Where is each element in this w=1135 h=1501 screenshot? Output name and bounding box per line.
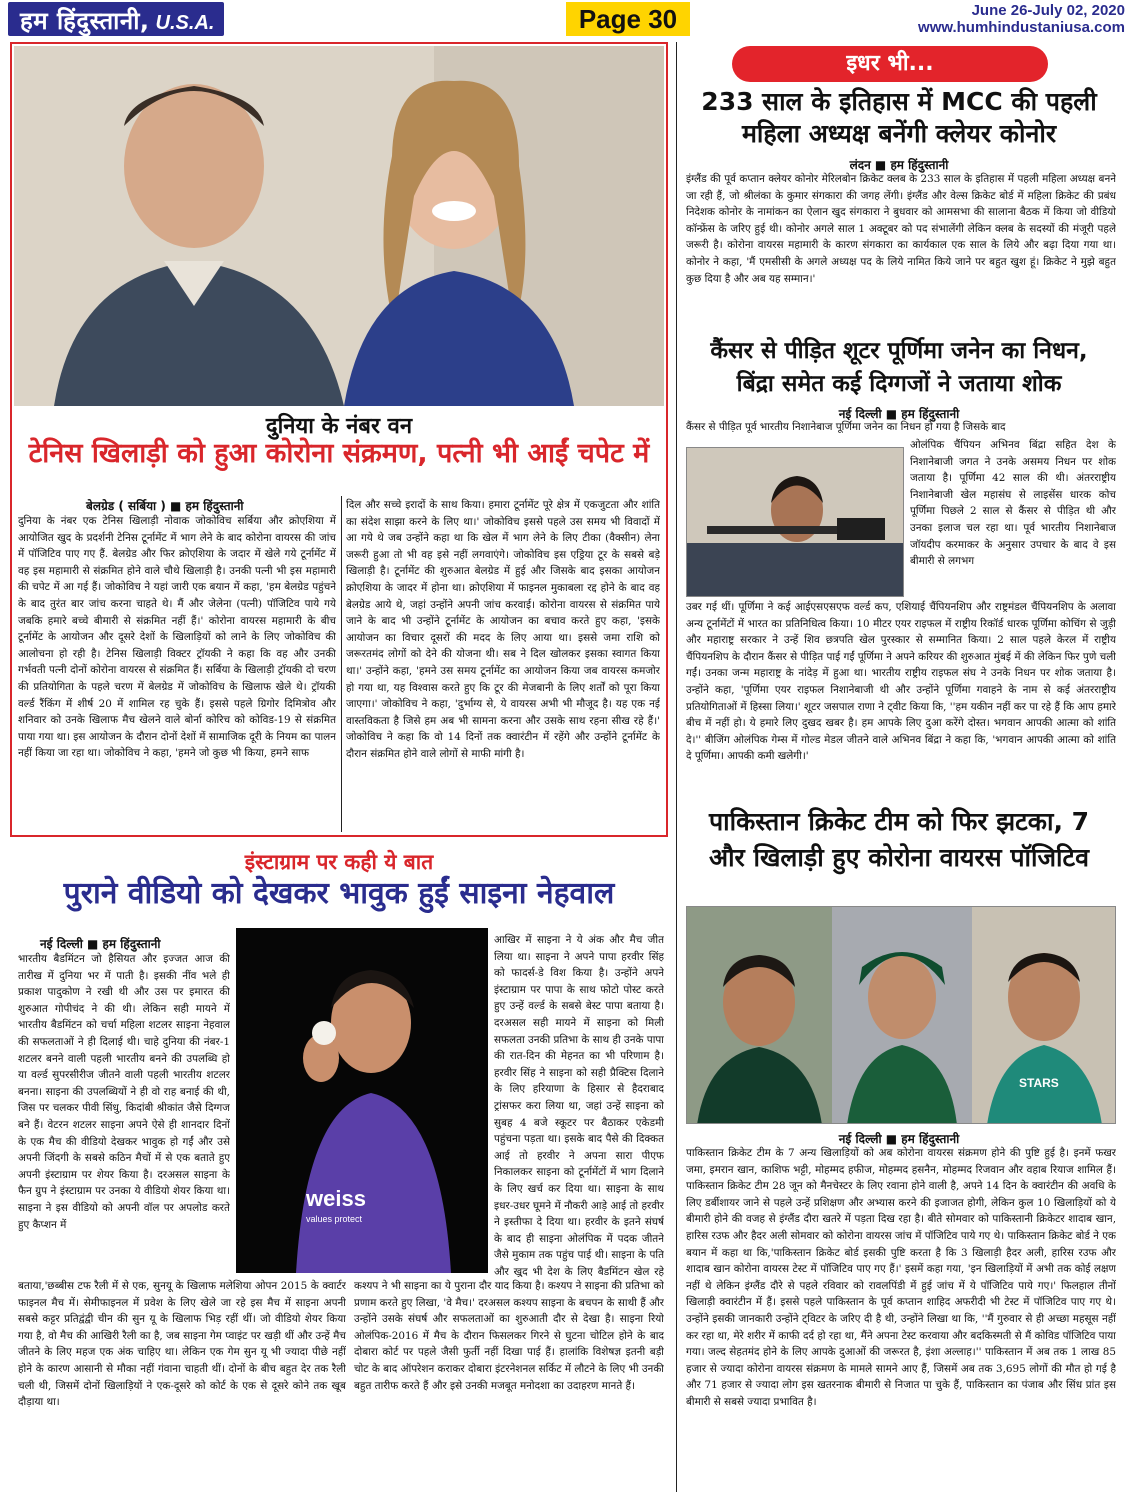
mcc-byline: लंदन ■ हम हिंदुस्तानी bbox=[849, 158, 949, 172]
tennis-body-col1: दुनिया के नंबर एक टेनिस खिलाड़ी नोवाक जोकोविच सर्बिया और क्रोएशिया में आयोजित खुद के प्रदर्शनी टेनिस टूर्नामेंट में भाग लेने के बाद कोरोना वायरस की जांच में पॉजिटिव पाए गए हैं. बेलग्रेड और फिर क्रोएशिया के जदार में खेले गये टूर्नामेंट में वह इस महामारी से संक्रमित होने वाले चौथे खिलाड़ी है। उनकी पत्नी भी इस महामारी की चपेट में आ गई हैं। जोकोविच ने यहां जारी एक बयान में कहा, 'हम बेलग्रेड पहुंचने के बाद तुरंत बार जांच करना चाहते थे। मैं और जेलेना (पत्नी) पॉजिटिव पाये गये जबकि हमारे बच्चे बीमारी से संक्रमित नहीं हैं।' कोरोना वायरस महामारी के बीच टूर्नामेंट के आयोजन और दूसरे देशों के खिलाड़ियों को लाने के लिए जोकोविच की आलोचना हो रही है। टेनिस खिलाड़ी विक्टर ट्रॉयकी ने कहा कि वह और उनकी गर्भवती पत्नी दोनों कोरोना वायरस से संक्रमित हैं। सर्बिया के खिलाड़ी ट्रॉयकी दो चरण की प्रतियोगिता के पहले चरण में बेलग्रेड में जोकोविच के खिलाफ खेले थे। ट्रॉयकी वर्ल्ड रैंकिंग में शीर्ष 20 में शामिल रह चुके हैं। इससे पहले ग्रिगोर दिमित्रोव और शनिवार को उनके खिलाफ मैच खेलने वाले बोर्ना कोरिच को कोविड-19 से संक्रमित पाया गया था। इस आयोजन के दौरान दोनों देशों में सामाजिक दूरी के नियम का पालन नहीं किया जा रहा था। जोकोविच ने कहा, 'हमने जो कुछ भी किया, हमने साफ bbox=[18, 515, 336, 760]
masthead bbox=[0, 0, 1135, 38]
website-link[interactable]: www.humhindustaniusa.com bbox=[918, 19, 1125, 36]
sponsor-logo-text: weiss bbox=[306, 1186, 366, 1211]
shooter-byline: नई दिल्ली ■ हम हिंदुस्तानी bbox=[838, 407, 960, 421]
masthead-brand-box bbox=[8, 2, 224, 36]
djokovic-couple-photo bbox=[14, 46, 664, 406]
masthead-date-block bbox=[918, 2, 1125, 36]
shooter-headline-line1: कैंसर से पीड़ित शूटर पूर्णिमा जनेन का निधन, bbox=[710, 338, 1088, 364]
jersey-text: STARS bbox=[1019, 1076, 1059, 1090]
pak-headline-line2: और खिलाड़ी हुए कोरोना वायरस पॉजिटिव bbox=[708, 843, 1090, 872]
saina-body-col1: भारतीय बैडमिंटन जो हैसियत और इज्जत आज की तारीख में दुनिया भर में पाती है। इसकी नींव भले ही प्रकाश पादुकोण ने रखी थी और उस पर इमारत की शुरुआत गोपीचंद ने की थी। लेकिन सही मायने में भारतीय बैडमिंटन को चर्चा महिला शटलर साइना नेहवाल की सफलताओं ने ही दिलाई थी। चाहे दुनिया की नंबर-1 शटलर बनने वाली पहली भारतीय बनने की उपलब्धि हो या वर्ल्ड सुपरसीरीज जीतने वाली पहली भारतीय शटलर बनना। साइना की उपलब्धियों ने ही वो राह बनाई की थी, जिस पर चलकर पीवी सिंधु, किदांबी श्रीकांत जैसे दिग्गज बने हैं। वेटरन शटलर साइना अपने ऐसे ही शानदार दिनों के एक मैच की वीडियो देखकर भावुक हो गईं और उसे अपनी जिंदगी के सबसे कठिन मैचों में से एक बताते हुए अपनी इंस्टाग्राम पर शेयर किया है। दरअसल साइना के फैन ग्रुप ने इंस्टाग्राम पर उनका ये वीडियो शेयर किया था। साइना ने इस वीडियो को अपनी वॉल पर अपलोड करते हुए कैप्शन में bbox=[18, 953, 230, 1231]
cricketers-illustration bbox=[687, 907, 1116, 1124]
masthead-brand: हम हिंदुस्तानी, bbox=[20, 7, 150, 35]
badminton-player-illustration bbox=[236, 928, 488, 1273]
sponsor-tagline: values protect bbox=[306, 1214, 363, 1224]
tennis-body-col2: दिल और सच्चे इरादों के साथ किया। हमारा टूर्नामेंट पूरे क्षेत्र में एकजुटता और शांति का संदेश साझा करने के लिए था।' जोकोविच इससे पहले उस समय भी विवादों में आ गये थे जब उन्होंने कहा था कि खेल में भाग लेने के लिए टीका (वैक्सीन) लेना जरूरी हुआ तो भी वह इसे नहीं लगवाएंगे। जोकोविच इस एड्रिया टूर के सबसे बड़े खिलाड़ी है। टूर्नामेंट की शुरुआत बेलग्रेड में हुई और जिसके बाद इसका आयोजन क्रोएशिया के जादर में होना था। क्रोएशिया में फाइनल मुकाबला रद्द होने के बाद वह बेलग्रेड आये थे, जहां उन्होंने अपनी जांच करवाई। कोरोना वायरस से संक्रमित पाये जाने के बाद भी उन्होंने टूर्नामेंट के आयोजन का बचाव करते हुए कहा, 'इसके आयोजन का विचार दूसरों की मदद के लिए आया था। इससे जमा राशि को जरूरतमंद लोगों को देने की योजना थी। सब ने दिल खोलकर इसका स्वागत किया था।' उन्होंने कहा, 'हमने उस समय टूर्नामेंट का आयोजन किया जब वायरस कमजोर हो गया था, यह विश्वास करते हुए कि टूर की मेजबानी के लिए शर्तों को पूरा किया जाएगा।' जोकोविच ने कहा, 'दुर्भाग्य से, ये वायरस अभी भी मौजूद है। यह एक नई वास्तविकता है जिसे हम अब भी सामना करना और उसके साथ रहना सीख रहे हैं।' जोकोविच ने कहा कि वो 14 दिनों तक क्वारंटीन में रहेंगे और उन्होंने टूर्नामेंट के दौरान संक्रमित होने वाले लोगों से माफी मांगी है। bbox=[346, 499, 660, 760]
saina-nehwal-photo bbox=[236, 928, 488, 1273]
pak-headline-line1: पाकिस्तान क्रिकेट टीम को फिर झटका, 7 bbox=[708, 807, 1090, 836]
purnima-shooter-photo bbox=[686, 447, 904, 597]
tennis-headline: टेनिस खिलाड़ी को हुआ कोरोना संक्रमण, पत्नी भी आईं चपेट में bbox=[28, 438, 650, 469]
tennis-byline: बेलग्रेड ( सर्बिया ) ■ हम हिंदुस्तानी bbox=[86, 499, 244, 513]
couple-illustration bbox=[14, 46, 664, 406]
mcc-headline-line1: 233 साल के इतिहास में MCC की पहली bbox=[701, 87, 1097, 116]
shooter-headline-line2: बिंद्रा समेत कई दिग्गजों ने जताया शोक bbox=[736, 371, 1062, 397]
saina-headline: पुराने वीडियो को देखकर भावुक हुईं साइना नेहवाल bbox=[63, 876, 615, 911]
page-column-rule bbox=[676, 42, 677, 1492]
mcc-body: इंग्लैंड की पूर्व कप्तान क्लेयर कोनोर मेरिलबोन क्रिकेट क्लब के 233 साल के इतिहास में पहली महिला अध्यक्ष बनने जा रही हैं, जो श्रीलंका के कुमार संगकारा की जगह लेंगी। इंग्लैंड और वेल्स क्रिकेट बोर्ड में महिला क्रिकेट की प्रबंध निदेशक कोनोर के नामांकन का ऐलान खुद संगकारा ने बुधवार को आमसभा की सालाना बैठक में किया जो वीडियो कॉन्फ्रेंस के जरिए हुई थी। कोनोर अगले साल 1 अक्टूबर को पद संभालेंगी लेकिन क्लब के सदस्यों की मंजूरी पहले जरूरी है। कोरोना वायरस महामारी के कारण संगकारा का कार्यकाल एक साल के लिये और बढ़ा दिया गया था। कोनोर ने कहा, 'मैं एमसीसी के अगले अध्यक्ष पद के लिये नामित किये जाने पर बहुत खुश हूं। क्रिकेट ने मुझे बहुत कुछ दिया है और अब यह सम्मान।' bbox=[686, 173, 1116, 285]
page-number: Page 30 bbox=[566, 2, 690, 36]
shooter-body-side: ओलंपिक चैंपियन अभिनव बिंद्रा सहित देश के निशानेबाजी जगत ने उनके असमय निधन पर शोक जताया है। पूर्णिमा 42 साल की थी। अंतरराष्ट्रीय निशानेबाजी खेल महासंघ से लाइसेंस धारक कोच पूर्णिमा पिछले 2 साल से कैंसर से पीड़ित थी और उनका इलाज चल रहा था। पूर्व भारतीय निशानेबाज जॉयदीप करमाकर के अनुसार उपचार के बाद वे इस बीमारी से लगभग bbox=[910, 439, 1116, 568]
masthead-region: U.S.A. bbox=[155, 12, 215, 34]
pak-byline: नई दिल्ली ■ हम हिंदुस्तानी bbox=[838, 1132, 960, 1146]
saina-body-bottom-left: बताया,'छब्बीस टफ रैली में से एक, सुनयू के खिलाफ मलेशिया ओपन 2015 के क्वार्टर फाइनल मैच में। सेमीफाइनल में प्रवेश के लिए खेले जा रहे इस मैच में साइना अपनी सबसे कट्टर प्रतिद्वंद्वी चीन की सुन यू के खिलाफ भिड़ रहीं थीं। जो वीडियो शेयर किया गया है, वो मैच की आखिरी रैली का है, जब साइना गेम प्वाइंट पर खड़ी थीं और उन्हें मैच जीतने के लिए महज एक अंक चाहिए था। लेकिन एक गेम सुन यू भी ज्यादा पीछे नहीं होने के कारण आसानी से मौका नहीं गंवाना चाहती थीं। दोनों के बीच बहुत देर तक रैली चली थी, जिसमें दोनों खिलाड़ियों ने एक-दूसरे को कोर्ट के एक से दूसरे कोने तक खूब दौड़ाया था। bbox=[18, 1280, 346, 1409]
saina-byline: नई दिल्ली ■ हम हिंदुस्तानी bbox=[40, 937, 161, 951]
pak-body: पाकिस्तान क्रिकेट टीम के 7 अन्य खिलाड़ियों को अब कोरोना वायरस संक्रमण होने की पुष्टि हुई है। इनमें फखर जमा, इमरान खान, काशिफ भट्टी, मोहम्मद हफीज, मोहम्मद हसनैन, मोहम्मद रिजवान और वहाब रियाज शामिल हैं। पाकिस्तान क्रिकेट टीम 28 जून को मैनचेस्टर के लिए रवाना होने वाली है, अपने 14 दिन के क्वारंटीन की अवधि के लिए डर्बीशायर जाने से पहले उन्हें प्रशिक्षण और अभ्यास करने की इजाजत होगी, लेकिन कुल 10 खिलाड़ियों को ये बीमारी होने की वजह से इंग्लैंड दौरा खतरे में पड़ता दिख रहा है। बीते सोमवार को पाकिस्तानी क्रिकेटर शादाब खान, हारिस रउफ और हैदर अली सोमवार को कोरोना वायरस जांच में पॉजिटिव पाये गए थे। पाकिस्तान क्रिकेट बोर्ड ने एक बयान में कहा था कि,'पाकिस्तान क्रिकेट बोर्ड इसकी पुष्टि करता है कि 3 खिलाड़ी हैदर अली, हारिस रउफ और शादाब खान कोरोना वायरस टेस्ट में पॉजिटिव पाए गए हैं।' इसमें कहा गया, 'इन खिलाड़ियों में अभी तक कोई लक्षण नहीं थे लेकिन इंग्लैंड दौरे से पहले रविवार को रावलपिंडी में हुई जांच में ये पॉजिटिव पाये गए।' फिलहाल तीनों खिलाड़ी क्वारंटीन में हैं। इससे पहले पाकिस्तान के पूर्व कप्तान शाहिद अफरीदी भी टेस्ट में पॉजिटिव पाए गए थे। उन्होंने इसकी जानकारी उन्होंने ट्विटर के जरिए दी है थी, उन्होंने लिखा था कि, ''मैं गुरुवार से ही अच्छा महसूस नहीं कर रहा था, मेरे शरीर में काफी दर्द हो रहा था, मैंने अपना टेस्ट करवाया और बदकिस्मती से मैं कोविड पॉजिटिव पाया गया। जल्द सेहतमंद होने के लिए आपके दुआओं की जरूरत है, इंशा अल्लाह।'' पाकिस्तान में अब तक 1 लाख 85 हजार से ज्यादा कोरोना वायरस संक्रमण के मामले सामने आए हैं, जिसमें अब तक 3,695 लोगों की मौत हो गई है और 71 हजार से ज्यादा लोग इस खतरनाक बीमारी से निजात पा चुके हैं, पाकिस्तान का पंजाब और सिंध प्रांत इस बीमारी से सबसे ज्यादा प्रभावित है। bbox=[686, 1147, 1116, 1408]
issue-date: June 26-July 02, 2020 bbox=[971, 2, 1125, 19]
saina-body-col2: आखिर में साइना ने ये अंक और मैच जीत लिया था। साइना ने अपने पापा हरवीर सिंह को फादर्स-डे विश किया है। उन्होंने अपने इंस्टाग्राम पर पापा के साथ फोटो पोस्ट करते हुए उन्हें वर्ल्ड के सबसे बेस्ट पापा बताया है। दरअसल सही मायने में साइना को मिली सफलता उनकी प्रतिभा के साथ ही उनके पापा की रात-दिन की मेहनत का भी परिणाम है। हरवीर सिंह ने साइना को सही प्रैक्टिस दिलाने के लिए हरियाणा के हिसार से हैदराबाद ट्रांसफर करा लिया था, जहां उन्हें साइना को सुबह 4 बजे स्कूटर पर बैठाकर एकेडमी पहुंचना पड़ता था। इसके बाद पैसे की दिक्कत आई तो हरवीर ने अपना सारा पीएफ निकालकर साइना को टूर्नामेंटों में भाग दिलाने के लिए खर्च कर दिया था। साइना के साथ इधर-उधर घूमने में नौकरी आड़े आई तो हरवीर ने इस्तीफा दे दिया था। हरवीर के इतने संघर्ष के बाद ही साइना ओलंपिक में पदक जीतने जैसे मुकाम तक पहुंच पाई थी। साइना के पति और खुद भी देश के लिए बैडमिंटन खेल रहे bbox=[494, 934, 664, 1277]
shooter-illustration bbox=[687, 448, 904, 597]
mcc-headline-line2: महिला अध्यक्ष बनेंगी क्लेयर कोनोर bbox=[741, 119, 1057, 148]
shooter-lead: कैंसर से पीड़ित पूर्व भारतीय निशानेबाज पूर्णिमा जनेन का निधन हो गया है जिसके बाद bbox=[686, 421, 1006, 433]
saina-kicker: इंस्टाग्राम पर कही ये बात bbox=[244, 850, 434, 874]
column-rule bbox=[341, 496, 342, 832]
idhar-bhi-banner: इधर भी... bbox=[732, 46, 1048, 82]
shooter-body: उबर गई थीं। पूर्णिमा ने कई आईएसएसएफ वर्ल्ड कप, एशियाई चैंपियनशिप और राष्ट्रमंडल चैंपियनशिप के अलावा अन्य टूर्नामेंटों में भारत का प्रतिनिधित्व किया। 10 मीटर एयर राइफल में राष्ट्रीय रिकॉर्ड धारक पूर्णिमा कोचिंग से जुड़ी और महाराष्ट्र सरकार ने उन्हें शिव छत्रपति खेल पुरस्कार से सम्मानित किया। 2 साल पहले केरल में राष्ट्रीय चैंपियनशिप के दौरान कैंसर से पीड़ित पाई गईं पूर्णिमा ने अपने करियर की शुरुआत मुंबई में की लेकिन फिर पुणे चली गईं। उनका जन्म महाराष्ट्र के नांदेड़ में हुआ था। भारतीय राष्ट्रीय राइफल संघ ने उनके निधन पर शोक जताया है। उन्होंने कहा, 'पूर्णिमा एयर राइफल निशानेबाजी थी और उन्होंने पूर्णिमा गवाहने के नाम से कई अंतरराष्ट्रीय प्रतियोगिताओं में हिस्सा लिया।' शूटर जसपाल राणा ने ट्वीट किया कि, ''हम यकीन नहीं कर पा रहे हैं कि आप हमारे बीच में नहीं हो। ये हमारे लिए दुखद खबर है। हम आपके लिए दुआ करेंगे दोस्त। भगवान आपकी आत्मा को शांति दे।'' बीजिंग ओलंपिक गेम्स में गोल्ड मेडल जीतने वाले अभिनव बिंद्रा ने कहा कि, 'भगवान आपकी आत्मा को शांति दे पूर्णिमा। आपकी कमी खलेगी।' bbox=[686, 601, 1116, 763]
pakistan-cricketers-photo bbox=[686, 906, 1116, 1124]
tennis-kicker: दुनिया के नंबर वन bbox=[265, 414, 413, 439]
saina-body-bottom-right: कश्यप ने भी साइना का ये पुराना दौर याद किया है। कश्यप ने साइना की प्रतिभा को प्रणाम करते हुए लिखा, 'वे मैच।' दरअसल कश्यप साइना के बचपन के साथी हैं और उन्होंने उसके संघर्ष और सफलताओं का शुरुआती दौर से देखा है। साइना रियो ओलंपिक-2016 में मैच के दौरान फिसलकर गिरने से घुटना चोटिल होने के बाद दोबारा कोर्ट पर पहले जैसी फुर्ती नहीं दिखा पाई हैं। हालांकि विशेषज्ञ इतनी बड़ी चोट के बाद ऑपरेशन कराकर दोबारा इंटरनेशनल सर्किट में लौटने के लिए भी उनकी बहुत तारीफ करते हैं और इसे उनकी मजबूत मनोदशा का उदाहरण मानते हैं। bbox=[354, 1280, 664, 1392]
